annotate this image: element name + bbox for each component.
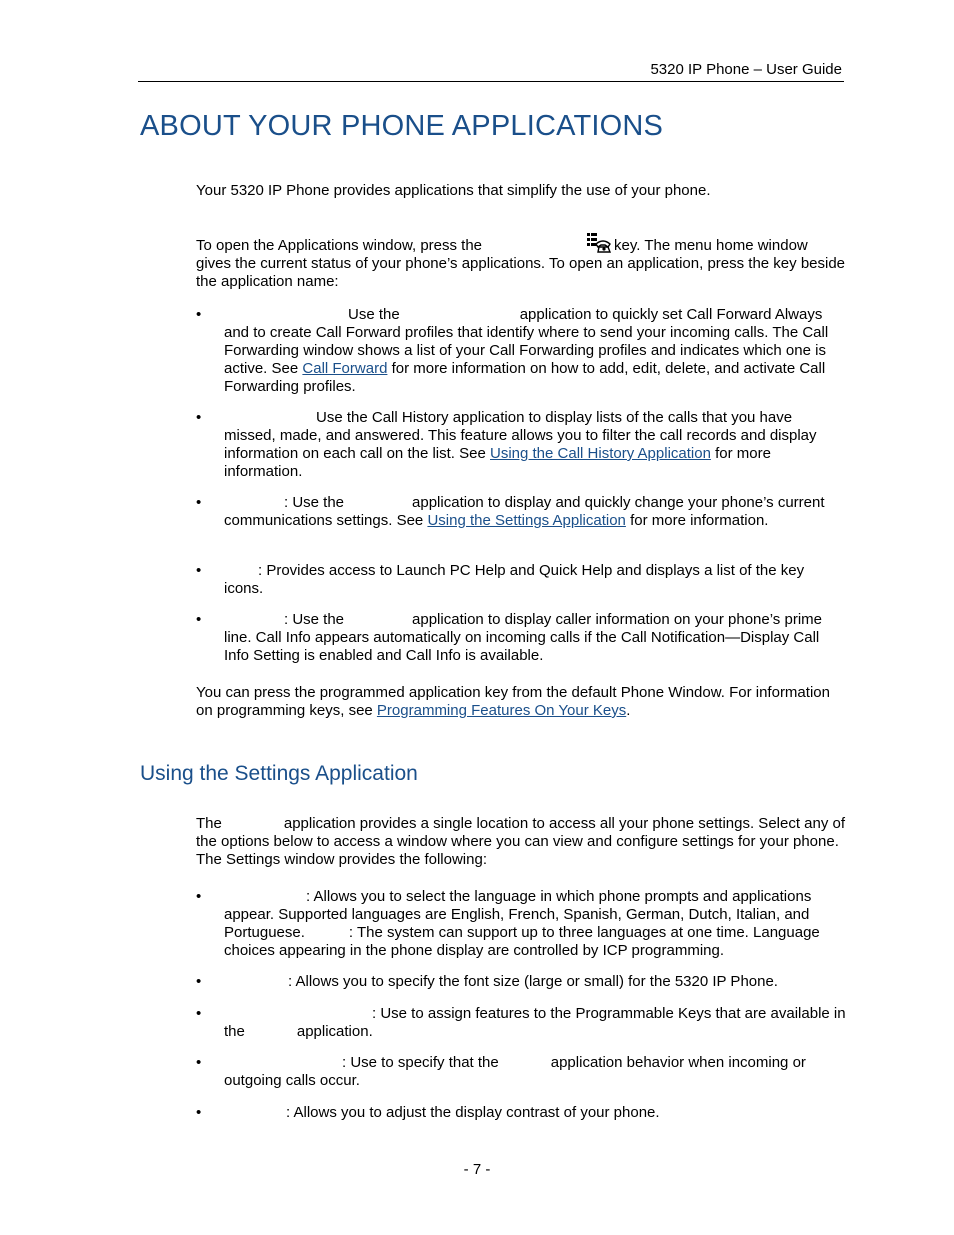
open-apps-after: key. The menu home window gives the current status of your phone’s applications. To open an application, press the key beside the application name: (196, 237, 846, 290)
running-header: 5320 IP Phone – User Guide (650, 61, 842, 78)
settings-intro-paragraph: The application provides a single location to access all your phone settings. Select any of the options below to access a window where you can view and configure settings for your phone. The Settings window provides the following: (196, 815, 846, 868)
bullet-dot: • (196, 494, 202, 511)
bullet-dot: • (196, 1104, 202, 1121)
list-item-call-forward: • Use the application to quickly set Call Forward Always and to create Call Forward profiles that identify where to send your incoming calls. The Call Forwarding window shows a list of your Call Forwarding profiles and indicates which one is active. See Call Forward for more information on how to add, edit, delete, and activate Call Forwarding profiles. (196, 306, 829, 395)
open-apps-paragraph (196, 232, 846, 291)
list-item-call-history: • Use the Call History application to display lists of the calls that you have missed, made, and answered. This feature allows you to filter the call records and display information on each call on the list. See Using the Call History Application for more information. (196, 409, 817, 480)
list-item-contrast: • : Allows you to adjust the display contrast of your phone. (196, 1104, 660, 1121)
header-rule (138, 81, 844, 82)
call-history-link[interactable]: Using the Call History Application (490, 445, 711, 462)
bullet-dot: • (196, 409, 202, 426)
bullet-dot: • (196, 611, 202, 628)
bullet-dot: • (196, 562, 202, 579)
list-item-font-size: • : Allows you to specify the font size (large or small) for the 5320 IP Phone. (196, 973, 778, 990)
bullet-dot: • (196, 888, 202, 905)
bullet-dot: • (196, 1005, 202, 1022)
open-apps-before: To open the Applications window, press the (196, 237, 483, 254)
list-item-call-info: • : Use the application to display caller information on your phone’s prime line. Call Info appears automatically on incoming calls if the Call Notification—Display Call Info Setting is enabled and Call Info is available. (196, 611, 822, 664)
list-item-language: • : Allows you to select the language in which phone prompts and applications appear. Supported languages are English, French, Spanish, German, Dutch, Italian, and Portuguese. : The system can support up to three languages at one time. Language choices appearing in the phone display are controlled by ICP programming. (196, 888, 820, 959)
intro-paragraph (196, 182, 846, 200)
intro-text: Your 5320 IP Phone provides applications that simplify the use of your phone. (196, 182, 711, 199)
settings-application-link[interactable]: Using the Settings Application (427, 512, 626, 529)
programming-note-paragraph: You can press the programmed application key from the default Phone Window. For information on programming keys, see Programming Features On Your Keys. (196, 684, 830, 719)
call-forward-link[interactable]: Call Forward (302, 360, 388, 377)
page-title: ABOUT YOUR PHONE APPLICATIONS (140, 110, 664, 142)
list-item-settings: • : Use the application to display and quickly change your phone’s current communications settings. See Using the Settings Application for more information. (196, 494, 825, 529)
bullet-dot: • (196, 1054, 202, 1071)
list-item-help: • : Provides access to Launch PC Help and Quick Help and displays a list of the key icons. (196, 562, 805, 597)
phone-menu-key-icon (586, 232, 612, 254)
bullet-dot: • (196, 973, 202, 990)
section-title: Using the Settings Application (140, 762, 418, 785)
list-item-program-keys: • : Use to assign features to the Programmable Keys that are available in the application. (196, 1005, 846, 1040)
bullet-dot: • (196, 306, 202, 323)
list-item-app-behavior: • : Use to specify that the application behavior when incoming or outgoing calls occur. (196, 1054, 806, 1089)
page-number: - 7 - (463, 1161, 491, 1178)
programming-features-link[interactable]: Programming Features On Your Keys (376, 702, 627, 719)
